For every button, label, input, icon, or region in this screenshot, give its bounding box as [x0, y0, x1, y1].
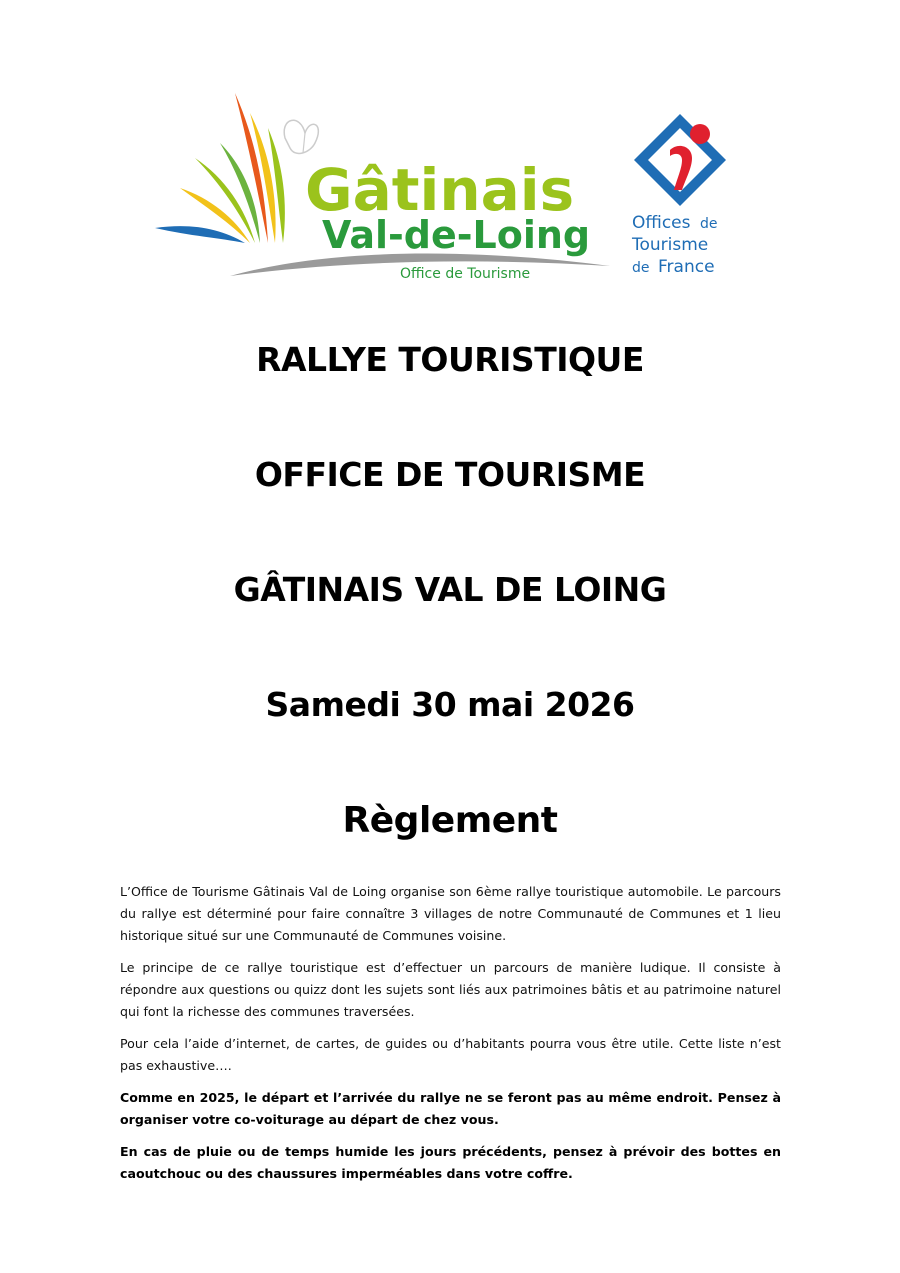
gatinais-logo — [150, 88, 620, 288]
logo-subname: Val-de-Loing — [322, 213, 591, 257]
otf-line1-b: de — [700, 216, 718, 232]
logo-blade-blue — [155, 226, 245, 243]
otf-line3-b: France — [658, 257, 715, 277]
title-rallye: RALLYE TOURISTIQUE — [256, 340, 644, 379]
logo-blade-yellow-2 — [250, 113, 276, 243]
paragraph-principle: Le principe de ce rallye touristique est d’effectuer un parcours de manière ludique. Il consiste à répondre aux questions ou quizz dont les sujets sont liés aux patrimoines bâtis et au patrimoine naturel qui font la richesse des communes traversées. — [120, 960, 781, 1019]
paragraph-resources: Pour cela l’aide d’internet, de cartes, de guides ou d’habitants pourra vous être utile. Cette liste n’est pas exhaustive…. — [120, 1036, 781, 1073]
paragraph-weather: En cas de pluie ou de temps humide les jours précédents, pensez à prévoir des bottes en caoutchouc ou des chaussures imperméables dans votre coffre. — [120, 1144, 781, 1181]
paragraph-covoiturage: Comme en 2025, le départ et l’arrivée du rallye ne se feront pas au même endroit. Pensez à organiser votre co-voiturage au départ de chez vous. — [120, 1090, 781, 1127]
title-gatinais: GÂTINAIS VAL DE LOING — [233, 570, 667, 609]
section-heading-reglement: Règlement — [342, 800, 558, 841]
offices-tourisme-france-logo — [630, 112, 730, 284]
butterfly-icon — [284, 120, 318, 153]
otf-line3-a: de — [632, 260, 650, 276]
diamond-emblem-icon — [634, 114, 726, 206]
otf-line2: Tourisme — [632, 235, 709, 255]
otf-line1-a: Offices — [632, 213, 691, 233]
title-date: Samedi 30 mai 2026 — [265, 685, 635, 724]
title-office: OFFICE DE TOURISME — [254, 455, 646, 494]
logo-tagline: Office de Tourisme — [400, 266, 531, 282]
rules-body — [120, 881, 781, 1195]
logo-name: Gâtinais — [305, 156, 575, 224]
paragraph-intro: L’Office de Tourisme Gâtinais Val de Loing organise son 6ème rallye touristique automobile. Le parcours du rallye est déterminé pour faire connaître 3 villages de notre Communauté de Communes et 1 lieu historique situé sur une Communauté de Communes voisine. — [120, 884, 781, 943]
